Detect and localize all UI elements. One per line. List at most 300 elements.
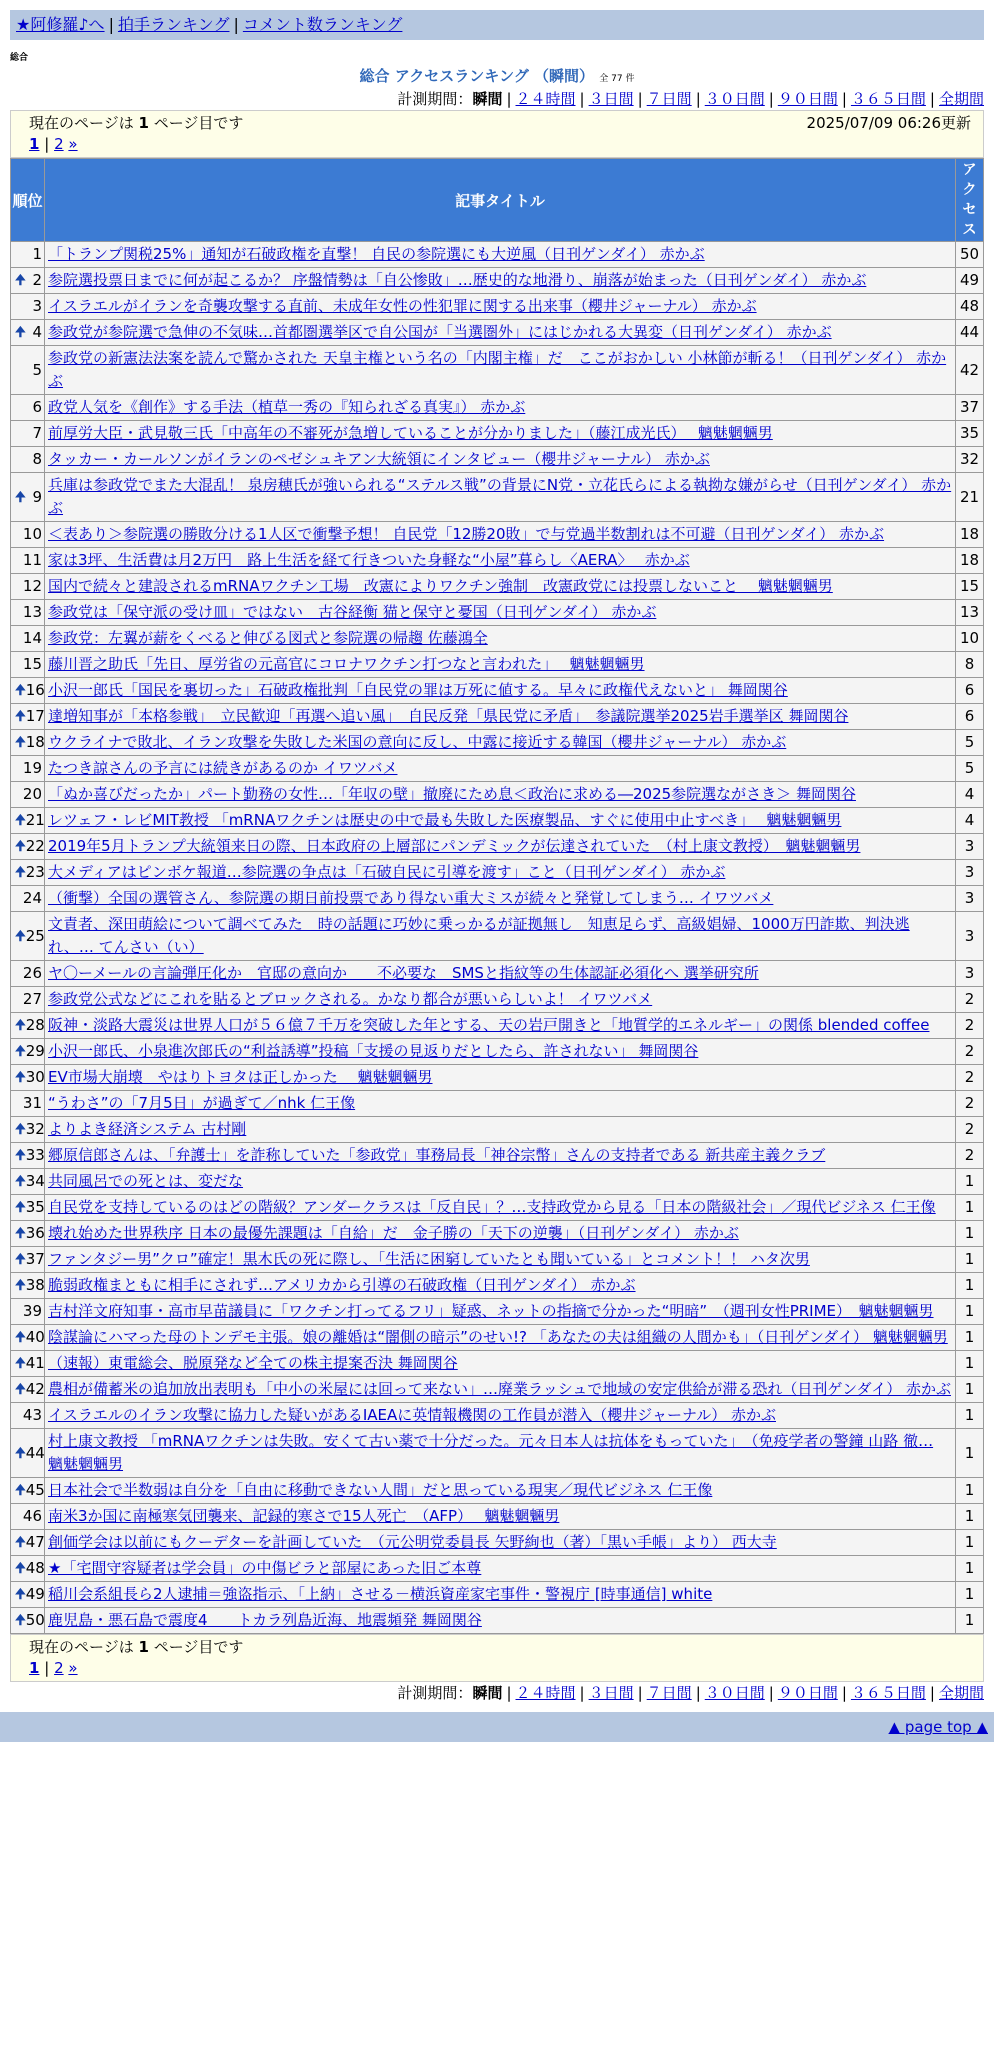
rank-cell (11, 1195, 45, 1221)
article-link[interactable]: 小沢一郎氏、小泉進次郎氏の“利益誘導”投稿「支援の見返りだとしたら、許されない」 舞岡関谷 (48, 1042, 699, 1060)
rank-number: 22 (25, 837, 45, 855)
rank-number: 21 (25, 811, 45, 829)
rank-cell (11, 1504, 45, 1530)
current-page-text: 現在のページは 1 ページ目です (29, 114, 244, 132)
article-link[interactable]: EV市場大崩壊 やはりトヨタは正しかった 魑魅魍魎男 (48, 1068, 433, 1086)
title-cell (45, 346, 956, 395)
title-cell (45, 548, 956, 574)
title-cell (45, 522, 956, 548)
title-cell (45, 242, 956, 268)
col-header-access: アクセス (956, 159, 984, 242)
article-link[interactable]: 陰謀論にハマった母のトンデモ主張。娘の離婚は“闇側の暗示”のせい!? 「あなたの夫は組織の人間かも」（日刊ゲンダイ） 魑魅魍魎男 (48, 1328, 948, 1346)
rank-cell (11, 961, 45, 987)
rank-number: 15 (22, 655, 42, 673)
nav-clap-ranking[interactable]: 拍手ランキング (117, 15, 230, 34)
access-count: 18 (956, 522, 984, 548)
article-link[interactable]: 達増知事が「本格参戦」 立民歓迎「再選へ追い風」 自民反発「県民党に矛盾」 参議院選挙2025岩手選挙区 舞岡関谷 (48, 707, 849, 725)
table-row (11, 961, 984, 987)
table-row (11, 1273, 984, 1299)
rank-number: 27 (22, 990, 42, 1008)
rank-cell (11, 1429, 45, 1478)
access-count: 6 (956, 704, 984, 730)
rank-up-arrow-icon: 🠉 (15, 1200, 26, 1215)
table-row (11, 678, 984, 704)
access-count: 1 (956, 1429, 984, 1478)
rank-number: 36 (25, 1224, 45, 1242)
rank-number: 9 (32, 487, 42, 506)
access-count: 32 (956, 447, 984, 473)
article-link[interactable]: 大メディアはピンボケ報道…参院選の争点は「石破自民に引導を渡す」こと（日刊ゲンダイ） 赤かぶ (48, 863, 726, 881)
rank-up-arrow-icon: 🠉 (15, 1226, 26, 1241)
access-count: 1 (956, 1325, 984, 1351)
rank-up-arrow-icon: 🠉 (15, 1356, 26, 1371)
rank-number: 40 (25, 1328, 45, 1346)
rank-number: 8 (32, 450, 42, 468)
article-link[interactable]: 自民党を支持しているのはどの階級？アンダークラスは「反自民」？…支持政党から見る「日本の階級社会」／現代ビジネス 仁王像 (48, 1198, 936, 1216)
rank-cell (11, 678, 45, 704)
period-link[interactable]: ２４時間 (515, 90, 576, 108)
title-cell (45, 756, 956, 782)
rank-up-arrow-icon: 🠉 (15, 1070, 26, 1085)
table-row (11, 1013, 984, 1039)
article-link[interactable]: 脆弱政権まともに相手にされず…アメリカから引導の石破政権（日刊ゲンダイ） 赤かぶ (48, 1276, 636, 1294)
access-count: 2 (956, 987, 984, 1013)
period-link[interactable]: ３６５日間 (850, 1684, 926, 1702)
rank-cell (11, 704, 45, 730)
access-count: 1 (956, 1403, 984, 1429)
title-cell (45, 1117, 956, 1143)
article-link[interactable]: 「ぬか喜びだったか」パート勤務の女性…「年収の壁」撤廃にため息＜政治に求める―2025参院選ながさき＞ 舞岡関谷 (48, 785, 856, 803)
pagination-sep: | (44, 1659, 50, 1677)
rank-number: 46 (22, 1507, 42, 1525)
title-cell (45, 395, 956, 421)
period-link[interactable]: ７日間 (646, 1684, 692, 1702)
rank-cell (11, 1091, 45, 1117)
table-row (11, 730, 984, 756)
table-row (11, 626, 984, 652)
access-count: 44 (956, 320, 984, 346)
table-row (11, 912, 984, 961)
rank-number: 33 (25, 1146, 45, 1164)
total-count: 全 77 件 (599, 74, 635, 84)
title-cell (45, 1221, 956, 1247)
access-count: 18 (956, 548, 984, 574)
period-link[interactable]: ７日間 (646, 90, 692, 108)
article-link[interactable]: 国内で続々と建設されるmRNAワクチン工場 改憲によりワクチン強制 改憲政党には投票しないこと 魑魅魍魎男 (48, 577, 833, 595)
period-current: 瞬間 (472, 1684, 503, 1702)
rank-cell (11, 522, 45, 548)
title-cell (45, 1013, 956, 1039)
rank-up-arrow-icon: 🠉 (15, 273, 26, 288)
access-count: 1 (956, 1582, 984, 1608)
period-sep: | (506, 1684, 512, 1702)
period-link[interactable]: ９０日間 (777, 1684, 838, 1702)
title-cell (45, 421, 956, 447)
rank-cell (11, 1377, 45, 1403)
article-link[interactable]: 阪神・淡路大震災は世界人口が５６億７千万を突破した年とする、天の岩戸開きと「地質学的エネルギー」の関係 blended coffee (48, 1016, 930, 1034)
rank-number: 1 (32, 245, 42, 263)
table-row (11, 1582, 984, 1608)
title-cell (45, 1143, 956, 1169)
rank-up-arrow-icon: 🠉 (15, 1382, 26, 1397)
table-row (11, 756, 984, 782)
rank-up-arrow-icon: 🠉 (15, 813, 26, 828)
rank-cell (11, 447, 45, 473)
access-count: 1 (956, 1608, 984, 1634)
next-page-link[interactable]: » (68, 1659, 78, 1677)
period-link[interactable]: ３日間 (588, 90, 634, 108)
table-row (11, 1351, 984, 1377)
nav-sep: | (233, 15, 239, 34)
title-cell (45, 626, 956, 652)
table-row (11, 987, 984, 1013)
article-link[interactable]: ヤ〇ーメールの言論弾圧化か 官邸の意向か 不必要な SMSと指紋等の生体認証必須化へ 選挙研究所 (48, 964, 759, 982)
period-sep: | (929, 1684, 935, 1702)
rank-number: 44 (25, 1443, 45, 1462)
title-cell (45, 1091, 956, 1117)
title-cell (45, 600, 956, 626)
table-row (11, 522, 984, 548)
rank-up-arrow-icon: 🠉 (15, 1587, 26, 1602)
period-sep: | (695, 90, 701, 108)
rank-number: 3 (32, 297, 42, 315)
rank-cell (11, 395, 45, 421)
rank-up-arrow-icon: 🠉 (15, 325, 26, 340)
access-count: 1 (956, 1530, 984, 1556)
title-cell (45, 1351, 956, 1377)
title-cell (45, 808, 956, 834)
period-link[interactable]: ３６５日間 (850, 90, 926, 108)
category-label: 総合 (10, 53, 29, 63)
rank-number: 7 (32, 424, 42, 442)
rank-number: 16 (25, 681, 45, 699)
title-cell (45, 678, 956, 704)
title-cell (45, 1530, 956, 1556)
access-count: 1 (956, 1195, 984, 1221)
rank-cell (11, 1582, 45, 1608)
period-link[interactable]: 全期間 (938, 1684, 984, 1702)
article-link[interactable]: 参院選投票日までに何が起こるか？ 序盤情勢は「自公惨敗」…歴史的な地滑り、崩落が始まった（日刊ゲンダイ） 赤かぶ (48, 271, 867, 289)
table-row (11, 1608, 984, 1634)
access-count: 4 (956, 808, 984, 834)
rank-cell (11, 886, 45, 912)
page-link-2[interactable]: 2 (54, 135, 64, 153)
rank-number: 4 (32, 323, 42, 341)
article-link[interactable]: 共同風呂での死とは、変だな (48, 1172, 244, 1190)
page-top-link[interactable]: ▲ page top ▲ (888, 1718, 988, 1736)
article-link[interactable]: 小沢一郎氏「国民を裏切った」石破政権批判「自民党の罪は万死に値する。早々に政権代えないと」 舞岡関谷 (48, 681, 788, 699)
article-link[interactable]: 参政党公式などにこれを貼るとブロックされる。かなり都合が悪いらしいよ！ イワツバメ (48, 990, 653, 1008)
access-count: 1 (956, 1169, 984, 1195)
access-count: 48 (956, 294, 984, 320)
rank-number: 23 (25, 863, 45, 881)
rank-number: 28 (25, 1016, 45, 1034)
period-link[interactable]: ３０日間 (704, 1684, 765, 1702)
table-row (11, 1530, 984, 1556)
period-link[interactable]: ３日間 (588, 1684, 634, 1702)
access-count: 1 (956, 1299, 984, 1325)
article-link[interactable]: 郷原信郎さんは、「弁護士」を詐称していた「参政党」事務局長「神谷宗幣」さんの支持者である 新共産主義クラブ (48, 1146, 826, 1164)
rank-cell (11, 1299, 45, 1325)
period-link[interactable]: 全期間 (938, 90, 984, 108)
rank-number: 34 (25, 1172, 45, 1190)
rank-cell (11, 473, 45, 522)
access-count: 1 (956, 1504, 984, 1530)
rank-cell (11, 1169, 45, 1195)
rank-cell (11, 242, 45, 268)
title-cell (45, 912, 956, 961)
period-sep: | (637, 90, 643, 108)
access-count: 37 (956, 395, 984, 421)
table-row (11, 1065, 984, 1091)
rank-number: 29 (25, 1042, 45, 1060)
rank-cell (11, 421, 45, 447)
article-link[interactable]: 前厚労大臣・武見敬三氏「中高年の不審死が急増していることが分かりました」（藤江成光氏） 魑魅魍魎男 (48, 424, 773, 442)
rank-cell (11, 834, 45, 860)
article-link[interactable]: 参政党は「保守派の受け皿」ではない 古谷経衡 猫と保守と憂国（日刊ゲンダイ） 赤かぶ (48, 603, 657, 621)
access-count: 1 (956, 1377, 984, 1403)
rank-up-arrow-icon: 🠉 (15, 709, 26, 724)
table-row (11, 447, 984, 473)
access-count: 1 (956, 1247, 984, 1273)
access-count: 2 (956, 1143, 984, 1169)
rank-cell (11, 1556, 45, 1582)
rank-number: 49 (25, 1585, 45, 1603)
pagination-top (29, 134, 971, 155)
article-link[interactable]: 鹿児島・悪石島で震度4 トカラ列島近海、地震頻発 舞岡関谷 (48, 1611, 482, 1629)
article-link[interactable]: 稲川会系組長ら2人逮捕＝強盗指示、「上納」させる－横浜資産家宅事件・警視庁 [時事通信] white (48, 1585, 713, 1603)
rank-number: 26 (22, 964, 42, 982)
article-link[interactable]: 政党人気を《創作》する手法（植草一秀の『知られざる真実』） 赤かぶ (48, 398, 526, 416)
access-count: 3 (956, 834, 984, 860)
access-count: 8 (956, 652, 984, 678)
rank-number: 30 (25, 1068, 45, 1086)
access-count: 5 (956, 730, 984, 756)
rank-number: 18 (25, 733, 45, 751)
access-count: 6 (956, 678, 984, 704)
rank-up-arrow-icon: 🠉 (15, 1613, 26, 1628)
table-row (11, 1429, 984, 1478)
rank-up-arrow-icon: 🠉 (15, 1535, 26, 1550)
col-header-rank: 順位 (11, 159, 45, 242)
access-count: 2 (956, 1039, 984, 1065)
rank-up-arrow-icon: 🠉 (15, 683, 26, 698)
rank-number: 37 (25, 1250, 45, 1268)
rank-up-arrow-icon: 🠉 (15, 928, 26, 944)
rank-number: 48 (25, 1559, 45, 1577)
col-header-title: 記事タイトル (45, 159, 956, 242)
rank-number: 38 (25, 1276, 45, 1294)
article-link[interactable]: “うわさ”の「7月5日」が過ぎて／nhk 仁王像 (48, 1094, 356, 1112)
table-row (11, 1478, 984, 1504)
table-row (11, 242, 984, 268)
period-sep: | (506, 90, 512, 108)
rank-cell (11, 756, 45, 782)
rank-cell (11, 730, 45, 756)
article-link[interactable]: タッカー・カールソンがイランのペゼシュキアン大統領にインタビュー（櫻井ジャーナル） 赤かぶ (48, 450, 710, 468)
title-cell (45, 704, 956, 730)
rank-number: 25 (25, 926, 45, 945)
access-count: 3 (956, 860, 984, 886)
page-title (10, 66, 984, 86)
article-link[interactable]: 参政党：左翼が薪をくべると伸びる図式と参院選の帰趨 佐藤鴻全 (48, 629, 488, 647)
article-link[interactable]: 吉村洋文府知事・高市早苗議員に「ワクチン打ってるフリ」疑惑、ネットの指摘で分かった“明暗” （週刊女性PRIME） 魑魅魍魎男 (48, 1302, 934, 1320)
article-link[interactable]: 壊れ始めた世界秩序 日本の最優先課題は「自給」だ 金子勝の「天下の逆襲」（日刊ゲンダイ） 赤かぶ (48, 1224, 739, 1242)
article-link[interactable]: たつき諒さんの予言には続きがあるのか イワツバメ (48, 759, 398, 777)
page-link-2[interactable]: 2 (54, 1659, 64, 1677)
table-row (11, 1556, 984, 1582)
rank-cell (11, 1065, 45, 1091)
access-count: 4 (956, 782, 984, 808)
title-cell (45, 473, 956, 522)
table-row (11, 1403, 984, 1429)
rank-up-arrow-icon: 🠉 (15, 1330, 26, 1345)
access-count: 3 (956, 961, 984, 987)
rank-up-arrow-icon: 🠉 (15, 1174, 26, 1189)
rank-number: 42 (25, 1380, 45, 1398)
table-row (11, 1299, 984, 1325)
rank-cell (11, 574, 45, 600)
rank-up-arrow-icon: 🠉 (15, 1561, 26, 1576)
ranking-table (10, 158, 984, 1634)
pagination-sep: | (44, 135, 50, 153)
table-row (11, 808, 984, 834)
article-link[interactable]: 兵庫は参政党でまた大混乱！ 泉房穂氏が強いられる“ステルス戦”の背景にN党・立花氏らによる執拗な嫌がらせ（日刊ゲンダイ） 赤かぶ (48, 476, 952, 517)
pagination-bottom (29, 1658, 971, 1679)
article-link[interactable]: 文責者、深田萌絵について調べてみた 時の話題に巧妙に乗っかるが証拠無し 知恵足らず、高級娼婦、1000万円詐欺、判決逃れ、… てんさい（い） (48, 915, 910, 956)
rank-number: 47 (25, 1533, 45, 1551)
period-link[interactable]: ３０日間 (704, 90, 765, 108)
article-link[interactable]: （衝撃）全国の選管さん、参院選の期日前投票であり得ない重大ミスが続々と発覚してしまう… イワツバメ (48, 889, 774, 907)
article-link[interactable]: よりよき経済システム 古村剛 (48, 1120, 247, 1138)
next-page-link[interactable]: » (68, 135, 78, 153)
rank-cell (11, 548, 45, 574)
title-cell (45, 1429, 956, 1478)
title-cell (45, 652, 956, 678)
article-link[interactable]: 村上康文教授 「mRNAワクチンは失敗。安くて古い薬で十分だった。元々日本人は抗体をもっていた」 （免疫学者の警鐘 山路 徹… 魑魅魍魎男 (48, 1432, 934, 1473)
rank-cell (11, 860, 45, 886)
title-cell (45, 1039, 956, 1065)
article-link[interactable]: 日本社会で半数弱は自分を「自由に移動できない人間」だと思っている現実／現代ビジネス 仁王像 (48, 1481, 713, 1499)
rank-up-arrow-icon: 🠉 (15, 1044, 26, 1059)
table-row (11, 1195, 984, 1221)
table-row (11, 600, 984, 626)
table-row (11, 1377, 984, 1403)
access-count: 2 (956, 1013, 984, 1039)
rank-number: 5 (32, 360, 42, 379)
article-link[interactable]: 2019年5月トランプ大統領来日の際、日本政府の上層部にパンデミックが伝達されていた （村上康文教授） 魑魅魍魎男 (48, 837, 861, 855)
title-cell (45, 1299, 956, 1325)
rank-cell (11, 1325, 45, 1351)
table-row (11, 346, 984, 395)
access-count: 1 (956, 1351, 984, 1377)
rank-up-arrow-icon: 🠉 (15, 865, 26, 880)
access-count: 1 (956, 1478, 984, 1504)
title-cell (45, 1582, 956, 1608)
table-row (11, 782, 984, 808)
access-count: 13 (956, 600, 984, 626)
current-page-text: 現在のページは 1 ページ目です (29, 1638, 244, 1656)
title-cell (45, 268, 956, 294)
rank-cell (11, 1247, 45, 1273)
rank-number: 50 (25, 1611, 45, 1629)
article-link[interactable]: 参政党の新憲法法案を読んで驚かされた 天皇主権という名の「内閣主権」だ ここがおかしい 小林節が斬る！（日刊ゲンダイ） 赤かぶ (48, 349, 947, 390)
access-count: 3 (956, 886, 984, 912)
rank-cell (11, 320, 45, 346)
rank-cell (11, 987, 45, 1013)
page-link-1[interactable]: 1 (29, 135, 40, 153)
article-link[interactable]: レツェフ・レビMIT教授 「mRNAワクチンは歴史の中で最も失敗した医療製品、すぐに使用中止すべき」 魑魅魍魎男 (48, 811, 842, 829)
rank-cell (11, 912, 45, 961)
period-sep: | (929, 90, 935, 108)
access-count: 1 (956, 1556, 984, 1582)
table-row (11, 886, 984, 912)
title-cell (45, 1556, 956, 1582)
bottom-bar (0, 1712, 994, 1742)
rank-cell (11, 1608, 45, 1634)
table-row (11, 574, 984, 600)
access-count: 2 (956, 1065, 984, 1091)
article-link[interactable]: 家は3坪、生活費は月2万円 路上生活を経て行きついた身軽な“小屋”暮らし〈AERA〉 赤かぶ (48, 551, 690, 569)
article-link[interactable]: 創価学会は以前にもクーデターを計画していた （元公明党委員長 矢野絢也（著）「黒い手帳」より） 西大寺 (48, 1533, 777, 1551)
table-row (11, 473, 984, 522)
page-title-text: 総合 アクセスランキング （瞬間） (359, 67, 595, 85)
period-label: 計測期間： (397, 1684, 473, 1702)
nav-asyura-home[interactable]: ★阿修羅♪へ (16, 15, 105, 34)
access-count: 3 (956, 912, 984, 961)
period-selector-bottom (10, 1682, 984, 1704)
article-link[interactable]: イスラエルがイランを奇襲攻撃する直前、未成年女性の性犯罪に関する出来事（櫻井ジャーナル） 赤かぶ (48, 297, 757, 315)
rank-up-arrow-icon: 🠉 (15, 1018, 26, 1033)
table-row (11, 1325, 984, 1351)
table-row (11, 1169, 984, 1195)
table-row (11, 704, 984, 730)
period-sep: | (768, 1684, 774, 1702)
rank-up-arrow-icon: 🠉 (15, 1122, 26, 1137)
rank-number: 45 (25, 1481, 45, 1499)
title-cell (45, 320, 956, 346)
period-sep: | (637, 1684, 643, 1702)
rank-cell (11, 1478, 45, 1504)
article-link[interactable]: 藤川晋之助氏「先日、厚労省の元高官にコロナワクチン打つなと言われた」 魑魅魍魎男 (48, 655, 645, 673)
period-sep: | (695, 1684, 701, 1702)
article-link[interactable]: 南米3か国に南極寒気団襲来、記録的寒さで15人死亡 （AFP） 魑魅魍魎男 (48, 1507, 560, 1525)
table-row (11, 1117, 984, 1143)
rank-number: 43 (22, 1406, 42, 1424)
title-cell (45, 860, 956, 886)
title-cell (45, 730, 956, 756)
article-link[interactable]: 参政党が参院選で急伸の不気味…首都圏選挙区で自公国が「当選圏外」にはじかれる大異変（日刊ゲンダイ） 赤かぶ (48, 323, 832, 341)
page-link-1[interactable]: 1 (29, 1659, 40, 1677)
title-cell (45, 1169, 956, 1195)
article-link[interactable]: イスラエルのイラン攻撃に協力した疑いがあるIAEAに英情報機関の工作員が潜入（櫻井ジャーナル） 赤かぶ (48, 1406, 776, 1424)
article-link[interactable]: ファンタジー男”クロ”確定！黒木氏の死に際し、「生活に困窮していたとも聞いている」とコメント！！ ハタ次男 (48, 1250, 810, 1268)
period-link[interactable]: ２４時間 (515, 1684, 576, 1702)
access-count: 35 (956, 421, 984, 447)
access-count: 49 (956, 268, 984, 294)
article-link[interactable]: ウクライナで敗北、イラン攻撃を失敗した米国の意向に反し、中露に接近する韓国（櫻井ジャーナル） 赤かぶ (48, 733, 787, 751)
article-link[interactable]: 「トランプ関税25%」通知が石破政権を直撃！ 自民の参院選にも大逆風（日刊ゲンダイ） 赤かぶ (48, 245, 705, 263)
article-link[interactable]: ★「宅間守容疑者は学会員」の中傷ビラと部屋にあった旧ご本尊 (48, 1559, 482, 1577)
article-link[interactable]: （速報）東電総会、脱原発など全ての株主提案否決 舞岡関谷 (48, 1354, 458, 1372)
period-sep: | (768, 90, 774, 108)
table-row (11, 652, 984, 678)
title-cell (45, 834, 956, 860)
article-link[interactable]: ＜表あり＞参院選の勝敗分ける1人区で衝撃予想！ 自民党「12勝20敗」で与党過半数割れは不可避（日刊ゲンダイ） 赤かぶ (48, 525, 885, 543)
article-link[interactable]: 農相が備蓄米の追加放出表明も「中小の米屋には回って来ない」…廃業ラッシュで地域の安定供給が滞る恐れ（日刊ゲンダイ） 赤かぶ (48, 1380, 951, 1398)
nav-comment-ranking[interactable]: コメント数ランキング (242, 15, 403, 34)
period-link[interactable]: ９０日間 (777, 90, 838, 108)
